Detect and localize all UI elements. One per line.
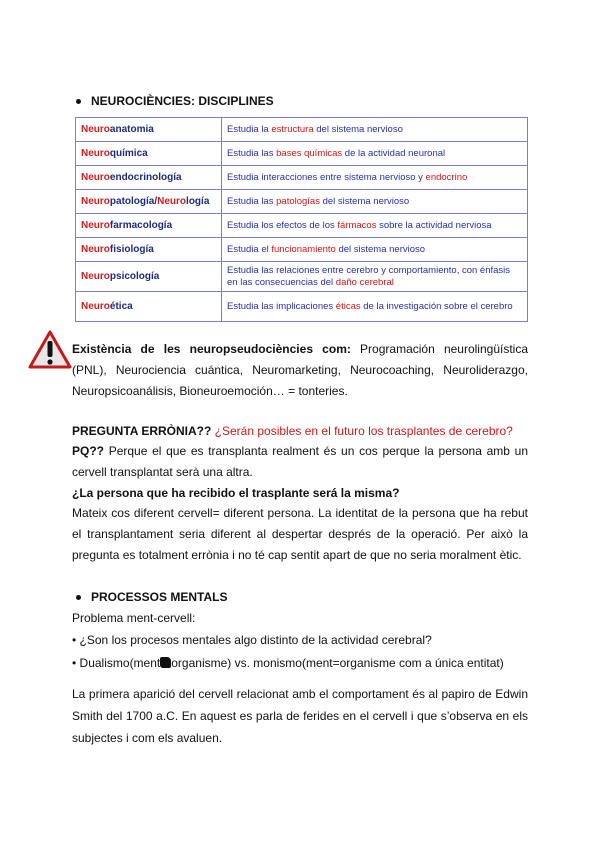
bullet-icon (76, 595, 81, 600)
discipline-name: Neurofisiología (76, 238, 222, 262)
discipline-description: Estudia las bases químicas de la actividad neuronal (222, 142, 528, 166)
answer-paragraph: Mateix cos diferent cervell= diferent persona. La identitat de la persona que ha rebut el transplantament seria diferent al despertar després de la operació. Per això la pregunta es totalment errònia i no té cap sentit apart de que no seria moralment ètic. (72, 506, 528, 562)
disciplines-table (75, 117, 528, 322)
table-row (76, 142, 528, 166)
discipline-name: Neuropsicología (76, 262, 222, 292)
pq-paragraph: PQ?? Perque el que es transplanta realment és un cos perque la persona amb un cervell transplantat serà una altra. (72, 444, 528, 479)
discipline-name: Neuroquímica (76, 142, 222, 166)
discipline-name: Neuroendocrinología (76, 166, 222, 190)
table-row (76, 118, 528, 142)
discipline-name: Neurofarmacología (76, 214, 222, 238)
warning-icon (28, 330, 72, 370)
discipline-description: Estudia interacciones entre sistema nervioso y endocrino (222, 166, 528, 190)
table-row (76, 238, 528, 262)
table-row (76, 292, 528, 322)
discipline-description: Estudia la estructura del sistema nervioso (222, 118, 528, 142)
question2-heading: ¿La persona que ha recibido el trasplante será la misma? (72, 486, 400, 500)
problem-label: Problema ment-cervell: (72, 611, 196, 625)
discipline-description: Estudia los efectos de los fármacos sobre la actividad nerviosa (222, 214, 528, 238)
discipline-description: Estudia las patologías del sistema nervioso (222, 190, 528, 214)
bullet-icon (76, 99, 81, 104)
discipline-name: Neuroanatomia (76, 118, 222, 142)
table-row (76, 214, 528, 238)
list-item: • ¿Son los procesos mentales algo distinto de la actividad cerebral? (72, 633, 432, 647)
table-row (76, 262, 528, 292)
section-heading-disciplines: NEUROCIÈNCIES: DISCIPLINES (76, 94, 274, 108)
ink-blot-icon (160, 657, 171, 668)
table-row (76, 190, 528, 214)
discipline-name: Neuropatología/Neurología (76, 190, 222, 214)
pseudoscience-paragraph: Existència de les neuropseudociències com: Programación neurolingüística (PNL), Neurociencia cuántica, Neuromarketing, Neurocoaching, Neuroliderazgo, Neuropsicoanálisis, Bioneuroemoción… = tonteries. (72, 342, 528, 398)
question-line: PREGUNTA ERRÒNIA?? ¿Serán posibles en el futuro los trasplantes de cerebro? (72, 424, 513, 438)
discipline-description: Estudia el funcionamiento del sistema nervioso (222, 238, 528, 262)
table-row (76, 166, 528, 190)
discipline-name: Neuroética (76, 292, 222, 322)
section-heading-processes: PROCESSOS MENTALS (76, 590, 227, 604)
list-item: • Dualismo(ment organisme) vs. monismo(ment=organisme com a única entitat) (72, 656, 504, 670)
discipline-description: Estudia las relaciones entre cerebro y comportamiento, con énfasis en las consecuencias del daño cerebral (222, 262, 528, 292)
discipline-description: Estudia las implicaciones éticas de la investigación sobre el cerebro (222, 292, 528, 322)
history-paragraph: La primera aparició del cervell relacionat amb el comportament és al papiro de Edwin Smith del 1700 a.C. En aquest es parla de ferides en el cervell i que s’observa en els subjectes i com els avaluen. (72, 687, 528, 745)
